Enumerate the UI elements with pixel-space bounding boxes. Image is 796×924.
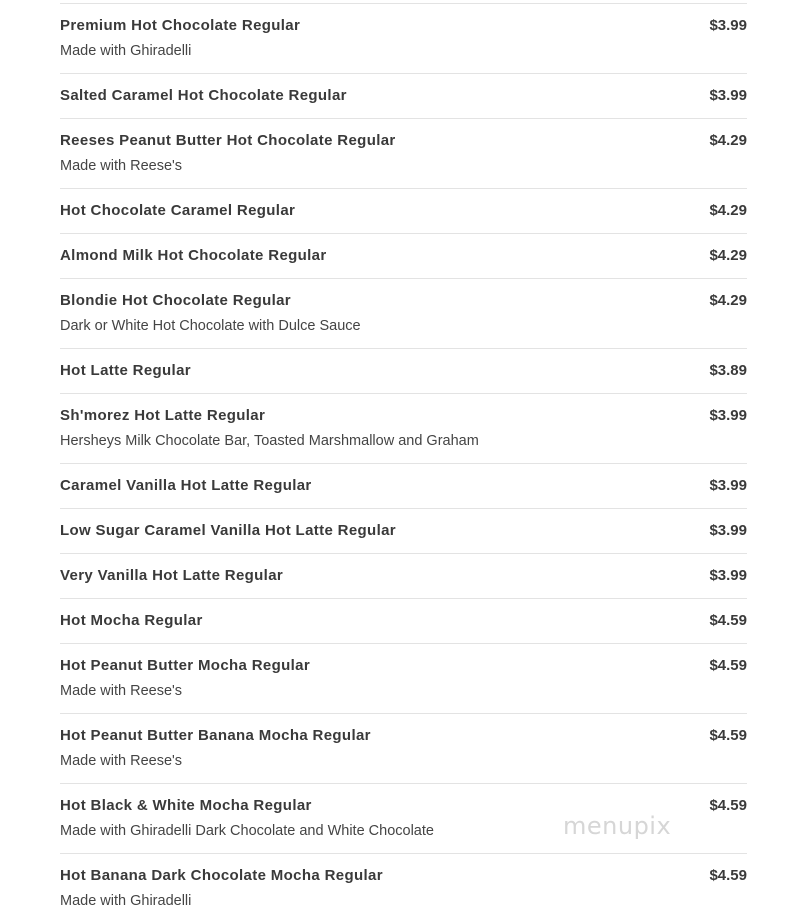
- item-price: $4.59: [709, 867, 747, 884]
- item-name: Hot Peanut Butter Mocha Regular: [60, 657, 311, 674]
- menu-item: [60, 509, 747, 554]
- item-description: Made with Reese's: [60, 753, 183, 769]
- menu-item: [60, 599, 747, 644]
- item-price: $4.59: [709, 797, 747, 814]
- menu-item: [60, 349, 747, 394]
- item-name: Blondie Hot Chocolate Regular: [60, 292, 291, 309]
- item-price: $3.99: [709, 522, 747, 539]
- item-price: $3.99: [709, 87, 747, 104]
- menu-item: [60, 714, 747, 784]
- item-price: $4.29: [709, 292, 747, 309]
- item-description: Hersheys Milk Chocolate Bar, Toasted Marshmallow and Graham: [60, 433, 479, 449]
- menu-item: [60, 119, 747, 189]
- item-name: Hot Banana Dark Chocolate Mocha Regular: [60, 867, 383, 884]
- menu-list: [60, 3, 747, 924]
- menu-item: [60, 189, 747, 234]
- item-name: Very Vanilla Hot Latte Regular: [60, 567, 284, 584]
- item-name: Hot Mocha Regular: [60, 612, 203, 629]
- item-price: $3.99: [709, 17, 747, 34]
- item-description: Made with Ghiradelli Dark Chocolate and White Chocolate: [60, 823, 434, 839]
- menu-item: [60, 74, 747, 119]
- item-description: Made with Ghiradelli: [60, 43, 192, 59]
- item-name: Hot Latte Regular: [60, 362, 191, 379]
- item-price: $4.59: [709, 657, 747, 674]
- item-description: Made with Ghiradelli: [60, 893, 192, 909]
- item-name: Low Sugar Caramel Vanilla Hot Latte Regular: [60, 522, 396, 539]
- item-price: $4.29: [709, 247, 747, 264]
- menu-item: [60, 464, 747, 509]
- menu-item: [60, 4, 747, 74]
- item-price: $4.29: [709, 132, 747, 149]
- item-price: $4.29: [709, 202, 747, 219]
- item-name: Almond Milk Hot Chocolate Regular: [60, 247, 327, 264]
- item-price: $4.59: [709, 727, 747, 744]
- item-price: $3.99: [709, 407, 747, 424]
- menu-item: [60, 554, 747, 599]
- menu-item: [60, 234, 747, 279]
- item-description: Made with Reese's: [60, 683, 183, 699]
- item-price: $3.99: [709, 567, 747, 584]
- menu-item: [60, 394, 747, 464]
- watermark-logo: menupix: [563, 812, 672, 840]
- menu-item: [60, 854, 747, 924]
- item-name: Reeses Peanut Butter Hot Chocolate Regular: [60, 132, 396, 149]
- item-price: $3.99: [709, 477, 747, 494]
- item-name: Caramel Vanilla Hot Latte Regular: [60, 477, 312, 494]
- menu-item: [60, 644, 747, 714]
- item-price: $4.59: [709, 612, 747, 629]
- item-name: Salted Caramel Hot Chocolate Regular: [60, 87, 347, 104]
- item-description: Dark or White Hot Chocolate with Dulce Sauce: [60, 318, 361, 334]
- item-name: Premium Hot Chocolate Regular: [60, 17, 301, 34]
- item-name: Hot Black & White Mocha Regular: [60, 797, 312, 814]
- item-name: Sh'morez Hot Latte Regular: [60, 407, 266, 424]
- item-name: Hot Chocolate Caramel Regular: [60, 202, 296, 219]
- item-name: Hot Peanut Butter Banana Mocha Regular: [60, 727, 371, 744]
- item-description: Made with Reese's: [60, 158, 183, 174]
- item-price: $3.89: [709, 362, 747, 379]
- menu-item: [60, 279, 747, 349]
